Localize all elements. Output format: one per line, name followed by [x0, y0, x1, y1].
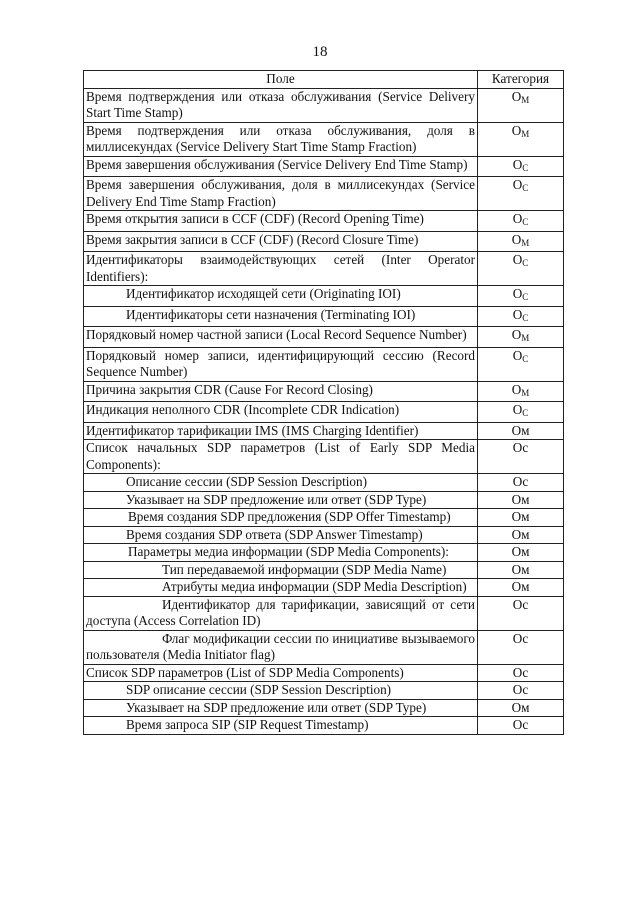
- table-header-row: [84, 71, 564, 89]
- category-value: Ом: [511, 422, 530, 438]
- table-row: [84, 286, 564, 307]
- field-name-cell: Причина закрытия CDR (Cause For Record Closing): [84, 381, 478, 402]
- table-row: [84, 88, 564, 122]
- field-name-cell: Время закрытия записи в CCF (CDF) (Record Closure Time): [84, 231, 478, 252]
- category-value: O: [511, 88, 522, 104]
- category-cell: [478, 630, 564, 664]
- table-row: [84, 327, 564, 348]
- category-subscript: C: [522, 408, 529, 418]
- category-value: Ом: [511, 561, 530, 577]
- category-value: O: [512, 347, 523, 363]
- table-row: [84, 561, 564, 579]
- category-cell: [478, 474, 564, 492]
- category-value: Ом: [511, 699, 530, 715]
- table-row: [84, 579, 564, 597]
- table-row: [84, 122, 564, 156]
- field-name-cell: Индикация неполного CDR (Incomplete CDR Indication): [84, 402, 478, 423]
- category-cell: [478, 211, 564, 232]
- table-row: [84, 699, 564, 717]
- page-number: 18: [312, 44, 328, 60]
- table-row: [84, 526, 564, 544]
- category-subscript: M: [521, 333, 530, 343]
- category-cell: [478, 596, 564, 630]
- table-row: [84, 252, 564, 286]
- category-value: O: [511, 381, 522, 397]
- category-cell: [478, 231, 564, 252]
- category-value: O: [512, 252, 523, 267]
- category-cell: [478, 327, 564, 348]
- table-row: [84, 717, 564, 735]
- field-name-cell: Параметры медиа информации (SDP Media Components):: [84, 544, 478, 562]
- category-cell: [478, 561, 564, 579]
- category-subscript: M: [521, 237, 530, 248]
- table-row: [84, 381, 564, 402]
- field-name-cell: Время запроса SIP (SIP Request Timestamp): [84, 717, 478, 735]
- field-name-cell: Порядковый номер частной записи (Local Record Sequence Number): [84, 327, 478, 348]
- table-row: [84, 306, 564, 327]
- table-row: [84, 211, 564, 232]
- category-cell: [478, 347, 564, 381]
- category-cell: [478, 526, 564, 544]
- category-cell: [478, 402, 564, 423]
- category-cell: [478, 682, 564, 700]
- table-row: [84, 491, 564, 509]
- field-name-cell: Атрибуты медиа информации (SDP Media Description): [84, 579, 478, 597]
- field-name-cell: Идентификатор исходящей сети (Originating IOI): [84, 286, 478, 307]
- category-value: Ом: [511, 579, 530, 594]
- category-value: O: [512, 286, 523, 301]
- category-cell: [478, 122, 564, 156]
- field-name-cell: Время подтверждения или отказа обслуживания (Service Delivery Start Time Stamp): [84, 88, 478, 122]
- field-name-cell: Список начальных SDP параметров (List of Early SDP Media Components):: [84, 440, 478, 474]
- field-name-cell: Тип передаваемой информации (SDP Media Name): [84, 561, 478, 579]
- category-cell: [478, 579, 564, 597]
- table-row: [84, 682, 564, 700]
- category-value: O: [511, 122, 522, 138]
- category-cell: [478, 381, 564, 402]
- category-subscript: C: [522, 183, 529, 193]
- field-name-cell: Время завершения обслуживания (Service Delivery End Time Stamp): [84, 156, 478, 177]
- category-cell: [478, 422, 564, 440]
- table-row: [84, 544, 564, 562]
- category-value: Ос: [512, 664, 529, 680]
- category-value: Ом: [511, 491, 530, 507]
- category-subscript: C: [522, 217, 529, 227]
- table-row: [84, 664, 564, 682]
- category-subscript: C: [522, 258, 529, 268]
- category-cell: [478, 717, 564, 735]
- category-value: O: [511, 231, 522, 247]
- category-cell: [478, 664, 564, 682]
- table-row: [84, 402, 564, 423]
- category-subscript: M: [521, 94, 530, 105]
- category-value: Ос: [512, 474, 529, 489]
- category-value: O: [512, 177, 523, 192]
- category-subscript: C: [522, 353, 529, 364]
- field-name-cell: Время завершения обслуживания, доля в миллисекундах (Service Delivery End Time Stamp Fraction): [84, 177, 478, 211]
- category-value: O: [512, 156, 523, 172]
- category-value: O: [512, 402, 523, 417]
- category-value: Ос: [512, 440, 529, 455]
- field-name-cell: Описание сессии (SDP Session Description): [84, 474, 478, 492]
- category-cell: [478, 491, 564, 509]
- table-row: [84, 231, 564, 252]
- field-name-cell: Идентификатор для тарификации, зависящий от сети доступа (Access Correlation ID): [84, 596, 478, 630]
- field-name-cell: Флаг модификации сессии по инициативе вызываемого пользователя (Media Initiator flag): [84, 630, 478, 664]
- table-row: [84, 422, 564, 440]
- field-name-cell: Список SDP параметров (List of SDP Media Components): [84, 664, 478, 682]
- header-category: Категория: [478, 71, 564, 89]
- category-value: Ом: [511, 544, 530, 559]
- field-name-cell: Время открытия записи в CCF (CDF) (Record Opening Time): [84, 211, 478, 232]
- category-subscript: C: [522, 312, 529, 323]
- category-cell: [478, 88, 564, 122]
- category-subscript: C: [522, 162, 529, 173]
- category-cell: [478, 177, 564, 211]
- category-cell: [478, 306, 564, 327]
- category-cell: [478, 156, 564, 177]
- category-value: Ом: [511, 509, 530, 524]
- category-cell: [478, 440, 564, 474]
- field-name-cell: Идентификатор тарификации IMS (IMS Charging Identifier): [84, 422, 478, 440]
- table-row: [84, 177, 564, 211]
- table-row: [84, 596, 564, 630]
- fields-table: [83, 70, 564, 735]
- category-value: O: [512, 211, 523, 226]
- field-name-cell: Идентификаторы сети назначения (Terminating IOI): [84, 306, 478, 327]
- category-value: Ос: [512, 682, 529, 697]
- category-subscript: C: [522, 292, 529, 302]
- category-subscript: M: [521, 128, 530, 139]
- field-name-cell: Время подтверждения или отказа обслуживания, доля в миллисекундах (Service Delivery Start Time Stamp Fraction): [84, 122, 478, 156]
- category-value: O: [511, 327, 522, 342]
- table-row: [84, 630, 564, 664]
- table-row: [84, 156, 564, 177]
- category-value: O: [512, 306, 523, 322]
- table-row: [84, 509, 564, 527]
- field-name-cell: Идентификаторы взаимодействующих сетей (Inter Operator Identifiers):: [84, 252, 478, 286]
- field-name-cell: Время создания SDP ответа (SDP Answer Timestamp): [84, 526, 478, 544]
- category-cell: [478, 544, 564, 562]
- table-row: [84, 474, 564, 492]
- category-value: Ом: [511, 526, 530, 542]
- category-cell: [478, 699, 564, 717]
- category-cell: [478, 286, 564, 307]
- field-name-cell: Порядковый номер записи, идентифицирующий сессию (Record Sequence Number): [84, 347, 478, 381]
- category-value: Ос: [512, 596, 529, 612]
- category-subscript: M: [521, 387, 530, 398]
- header-field: Поле: [84, 71, 478, 89]
- table-row: [84, 440, 564, 474]
- field-name-cell: Указывает на SDP предложение или ответ (SDP Type): [84, 699, 478, 717]
- category-cell: [478, 509, 564, 527]
- category-cell: [478, 252, 564, 286]
- table-row: [84, 347, 564, 381]
- field-name-cell: Указывает на SDP предложение или ответ (SDP Type): [84, 491, 478, 509]
- field-name-cell: SDP описание сессии (SDP Session Description): [84, 682, 478, 700]
- category-value: Ос: [512, 630, 529, 646]
- category-value: Ос: [512, 717, 529, 732]
- field-name-cell: Время создания SDP предложения (SDP Offer Timestamp): [84, 509, 478, 527]
